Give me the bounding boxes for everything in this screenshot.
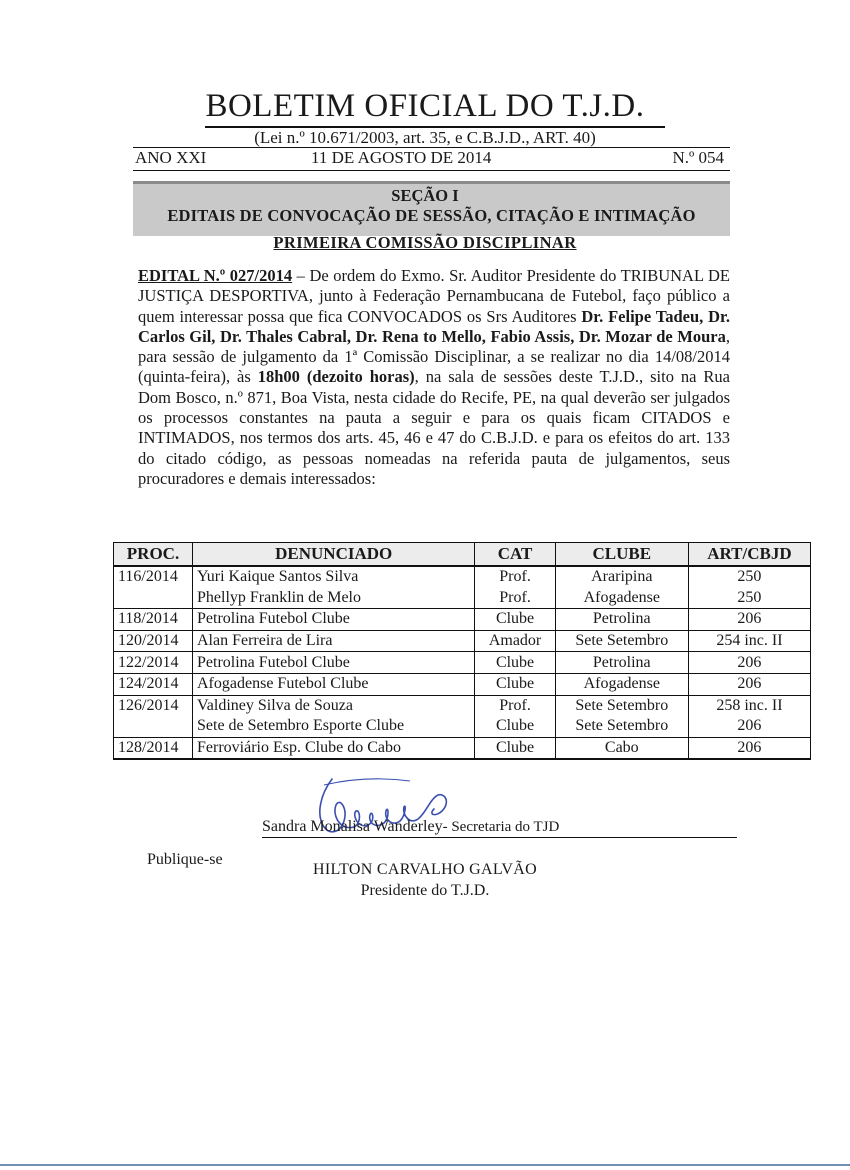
cell-clube: Petrolina <box>555 609 688 631</box>
cell-cat: Clube <box>475 673 555 695</box>
table-row <box>114 609 811 631</box>
cell-clube: Sete Setembro <box>555 716 688 737</box>
cell-denunciado: Petrolina Futebol Clube <box>193 609 475 631</box>
edital-text-3: , na sala de sessões deste T.J.D., sito na Rua Dom Bosco, n.º 871, Boa Vista, nesta cidade do Recife, PE, na qual deverão ser julgados os processos constantes na pauta a seguir e para os quais ficam CITADOS e INTIMADOS, nos termos dos arts. 45, 46 e 47 do C.B.J.D. e para os efeitos do art. 133 do citado código, as pessoas nomeadas na referida pauta de julgamentos, seus procuradores e demais interessados: <box>138 367 731 488</box>
cell-art: 258 inc. II <box>688 695 810 716</box>
bulletin-title: BOLETIM OFICIAL DO T.J.D. <box>205 88 645 124</box>
cell-art: 206 <box>688 609 810 631</box>
header-art: ART/CBJD <box>688 543 810 567</box>
cell-cat: Amador <box>475 630 555 652</box>
table-row <box>114 588 811 609</box>
edital-time: 18h00 (dezoito horas) <box>257 367 415 387</box>
table-row <box>114 673 811 695</box>
meta-bottom-rule <box>133 170 730 171</box>
cell-proc <box>114 588 193 609</box>
cell-art: 206 <box>688 737 810 759</box>
section-title: SEÇÃO I <box>391 186 459 205</box>
cell-cat: Prof. <box>475 695 555 716</box>
edital-text-2: , para sessão de julgamento da 1ª Comissão Disciplinar, a se realizar no dia 14/08/2014 (quinta-feira), às <box>138 326 730 387</box>
issue-number: N.º 054 <box>672 148 724 167</box>
header-proc: PROC. <box>114 543 193 567</box>
edital-text-1: – De ordem do Exmo. Sr. Auditor Presidente do TRIBUNAL DE JUSTIÇA DESPORTIVA, junto à Federação Pernambucana de Futebol, faço público a quem interessar possa que fica CONVOCADOS os Srs Auditores <box>138 266 730 326</box>
cell-proc: 124/2014 <box>114 673 193 695</box>
cell-cat: Clube <box>475 609 555 631</box>
page-bottom-edge <box>0 1164 850 1166</box>
cell-proc: 120/2014 <box>114 630 193 652</box>
president-name: HILTON CARVALHO GALVÃO <box>312 861 537 878</box>
cell-clube: Sete Setembro <box>555 630 688 652</box>
publique-se-text: Publique-se <box>147 851 223 868</box>
cell-clube: Afogadense <box>555 588 688 609</box>
cell-cat: Clube <box>475 716 555 737</box>
edital-auditors: Dr. Felipe Tadeu, Dr. Carlos Gil, Dr. Thales Cabral, Dr. Rena to Mello, Fabio Assis, Dr. Mozar de Moura <box>138 306 730 346</box>
cell-art: 206 <box>688 716 810 737</box>
cell-cat: Prof. <box>475 588 555 609</box>
cell-art: 206 <box>688 652 810 674</box>
cell-proc: 126/2014 <box>114 695 193 716</box>
secretary-role: - Secretaria do TJD <box>442 819 560 835</box>
cell-denunciado: Valdiney Silva de Souza <box>193 695 475 716</box>
header-cat: CAT <box>475 543 555 567</box>
commission-title: PRIMEIRA COMISSÃO DISCIPLINAR <box>273 233 577 252</box>
header-denunciado: DENUNCIADO <box>193 543 475 567</box>
table-row <box>114 737 811 759</box>
cell-art: 250 <box>688 566 810 588</box>
process-table <box>113 542 811 760</box>
cell-proc: 128/2014 <box>114 737 193 759</box>
header-clube: CLUBE <box>555 543 688 567</box>
cell-clube: Cabo <box>555 737 688 759</box>
cell-clube: Petrolina <box>555 652 688 674</box>
cell-proc: 118/2014 <box>114 609 193 631</box>
cell-cat: Clube <box>475 737 555 759</box>
issue-meta-row <box>133 148 730 170</box>
cell-proc: 122/2014 <box>114 652 193 674</box>
secretary-line <box>262 818 559 836</box>
cell-proc <box>114 716 193 737</box>
cell-proc: 116/2014 <box>114 566 193 588</box>
table-row <box>114 652 811 674</box>
edital-paragraph <box>138 266 730 489</box>
secretary-name: Sandra Monalisa Wanderley <box>262 818 443 835</box>
cell-cat: Prof. <box>475 566 555 588</box>
section-subtitle: EDITAIS DE CONVOCAÇÃO DE SESSÃO, CITAÇÃO E INTIMAÇÃO <box>167 206 696 225</box>
table-row <box>114 630 811 652</box>
table-row <box>114 695 811 716</box>
cell-clube: Araripina <box>555 566 688 588</box>
issue-date: 11 DE AGOSTO DE 2014 <box>311 148 492 167</box>
cell-denunciado: Petrolina Futebol Clube <box>193 652 475 674</box>
cell-denunciado: Sete de Setembro Esporte Clube <box>193 716 475 737</box>
signature-rule <box>262 837 737 838</box>
cell-cat: Clube <box>475 652 555 674</box>
cell-art: 254 inc. II <box>688 630 810 652</box>
cell-denunciado: Ferroviário Esp. Clube do Cabo <box>193 737 475 759</box>
cell-art: 250 <box>688 588 810 609</box>
cell-clube: Afogadense <box>555 673 688 695</box>
cell-denunciado: Alan Ferreira de Lira <box>193 630 475 652</box>
edital-label: EDITAL N.º 027/2014 <box>138 266 293 285</box>
bulletin-subtitle: (Lei n.º 10.671/2003, art. 35, e C.B.J.D., ART. 40) <box>254 128 596 147</box>
cell-denunciado: Phellyp Franklin de Melo <box>193 588 475 609</box>
cell-denunciado: Afogadense Futebol Clube <box>193 673 475 695</box>
cell-clube: Sete Setembro <box>555 695 688 716</box>
cell-art: 206 <box>688 673 810 695</box>
table-row <box>114 566 811 588</box>
issue-year: ANO XXI <box>135 148 207 167</box>
table-header-row <box>114 543 811 567</box>
table-row <box>114 716 811 737</box>
president-role: Presidente do T.J.D. <box>360 882 490 899</box>
cell-denunciado: Yuri Kaique Santos Silva <box>193 566 475 588</box>
